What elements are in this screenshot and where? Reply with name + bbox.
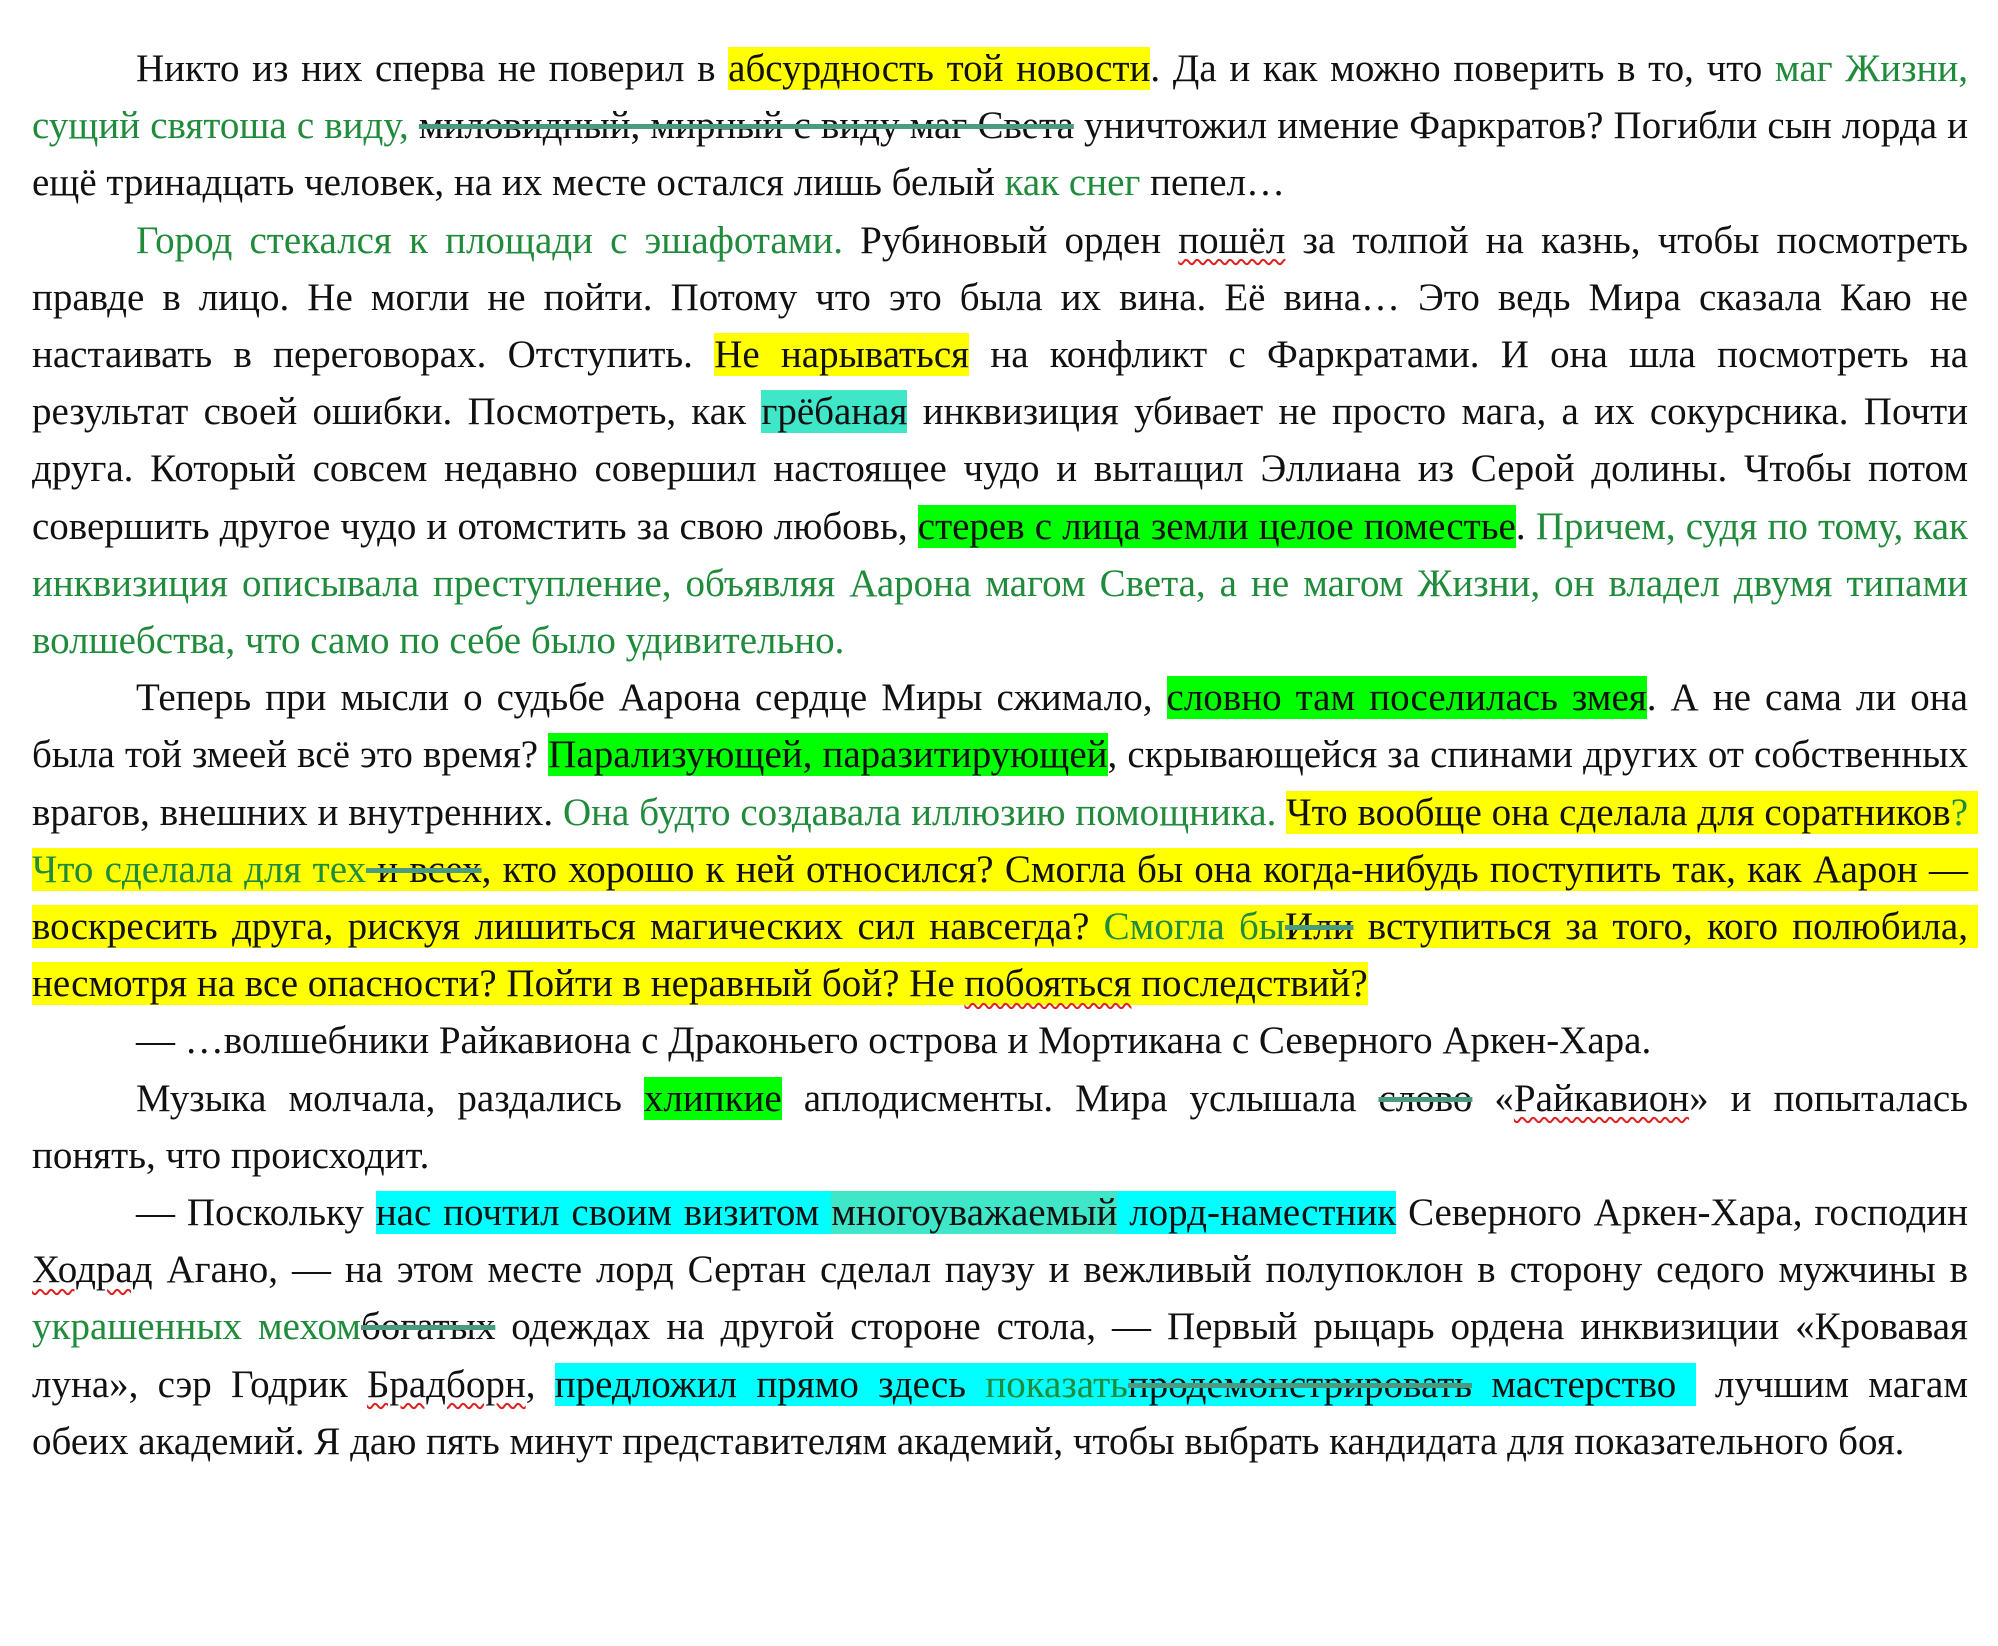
text-run: . bbox=[1515, 504, 1536, 548]
deleted-text: продемонстрировать bbox=[1127, 1362, 1473, 1406]
deleted-text: слово bbox=[1378, 1076, 1473, 1120]
text-run: инквизиция убивает не просто мага, а их сокурсника. Почти друга. Который совсем недавно совершил настоящее чудо и вытащил Эллиана из Серой долины. Чтобы потом совершить другое чудо и отомстить за свою любовь, bbox=[32, 390, 1978, 548]
text-run: . А не сама ли она была той змеей всё это время? bbox=[32, 676, 1978, 777]
highlighted-text: хлипкие bbox=[643, 1076, 782, 1120]
spellcheck-flagged-word: побояться bbox=[964, 962, 1132, 1006]
text-run: Теперь при мысли о судьбе Аарона сердце Миры сжимало, bbox=[136, 676, 1167, 720]
highlighted-text: многоуважаемый bbox=[831, 1191, 1118, 1235]
text-run: на конфликт с Фаркратами. И она шла посмотреть на результат своей ошибки. Посмотреть, как bbox=[32, 333, 1978, 434]
inserted-text: показать bbox=[985, 1362, 1128, 1406]
inserted-text: украшенных мехом bbox=[32, 1305, 361, 1349]
text-run: пепел… bbox=[1140, 161, 1285, 205]
paragraph bbox=[32, 1012, 1968, 1069]
paragraph bbox=[32, 1070, 1978, 1184]
highlighted-text: последствий? bbox=[1131, 962, 1368, 1006]
inserted-text: Город стекался к площади с эшафотами. bbox=[136, 218, 844, 262]
inserted-text: как снег bbox=[1004, 161, 1141, 205]
highlighted-text: словно там поселилась змея bbox=[1166, 676, 1647, 720]
text-run: за толпой на казнь, чтобы посмотреть правде в лицо. Не могли не пойти. Потому что это была их вина. Её вина… Это ведь Мира сказала Каю не настаивать в переговорах. Отступить. bbox=[32, 218, 1978, 377]
text-run: » и попыталась понять, что происходит. bbox=[32, 1076, 1978, 1177]
paragraph bbox=[32, 1184, 1978, 1470]
text-run: Музыка молчала, раздались bbox=[136, 1076, 644, 1120]
text-run: одеждах на другой стороне стола, — Первый рыцарь ордена инквизиции «Кровавая луна», сэр Годрик bbox=[32, 1305, 1978, 1406]
text-run: лучшим магам обеих академий. Я даю пять минут представителям академий, чтобы выбрать кандидата для показательного боя. bbox=[32, 1362, 1978, 1463]
spellcheck-flagged-word: Райкавион bbox=[1513, 1076, 1690, 1120]
text-run: — Поскольку bbox=[136, 1191, 376, 1235]
spellcheck-flagged-word: пошёл bbox=[1178, 218, 1286, 262]
highlighted-text: предложил прямо здесь bbox=[554, 1362, 986, 1406]
text-run: аплодисменты. Мира услышала bbox=[781, 1076, 1379, 1120]
text-run: уничтожил имение Фаркратов? Погибли сын лорда и ещё тринадцать человек, на их месте остался лишь белый bbox=[32, 104, 1978, 205]
inserted-text: ? Что сделала для тех bbox=[32, 790, 1978, 891]
highlighted-text: вступиться за того, кого полюбила, несмотря на все опасности? Пойти в неравный бой? Не bbox=[32, 905, 1978, 1006]
spellcheck-flagged-word: Ходрад bbox=[32, 1248, 153, 1292]
text-run: . Да и как можно поверить в то, что bbox=[1150, 47, 1775, 90]
text-run: « bbox=[1472, 1076, 1514, 1120]
text-run bbox=[1276, 791, 1286, 834]
inserted-text: маг Жизни, сущий святоша с виду, bbox=[32, 47, 1978, 148]
text-run: , скрывающейся за спинами других от собственных врагов, внешних и внутренних. bbox=[32, 733, 1978, 834]
text-run: , bbox=[525, 1362, 555, 1406]
highlighted-text: Что вообще она сделала для соратников bbox=[1286, 790, 1951, 834]
paragraph bbox=[32, 212, 1978, 670]
text-run: Агано, — на этом месте лорд Сертан сделал паузу и вежливый полупоклон в сторону седого мужчины в bbox=[152, 1248, 1978, 1292]
spellcheck-flagged-word: Брадборн bbox=[366, 1362, 526, 1406]
deleted-text: миловидный, мирный с виду маг Света bbox=[418, 104, 1074, 148]
highlighted-text: мастерство bbox=[1472, 1362, 1696, 1406]
deleted-text: Или bbox=[1285, 905, 1354, 949]
document-body[interactable] bbox=[32, 40, 1978, 1470]
inserted-text: Смогла бы bbox=[1103, 905, 1285, 949]
highlighted-text: нас почтил своим визитом bbox=[375, 1191, 832, 1235]
paragraph bbox=[32, 40, 1978, 212]
paragraph bbox=[32, 669, 1978, 1012]
highlighted-text: лорд-наместник bbox=[1117, 1191, 1397, 1235]
inserted-text: Она будто создавала иллюзию помощника. bbox=[563, 790, 1277, 834]
text-run: Рубиновый орден bbox=[843, 218, 1179, 262]
highlighted-text: абсурдность той новости bbox=[728, 47, 1151, 90]
text-run: — …волшебники Райкавиона с Драконьего острова и Мортикана с Северного Аркен-Хара. bbox=[136, 1019, 1652, 1063]
highlighted-text: Не нарываться bbox=[714, 333, 970, 377]
inserted-text: Причем, судя по тому, как инквизиция описывала преступление, объявляя Аарона магом Света, а не магом Жизни, он владел двумя типами волшебства, что само по себе было удивительно. bbox=[32, 504, 1978, 663]
deleted-text: и всех bbox=[366, 847, 482, 891]
text-run: Никто из них сперва не поверил в bbox=[136, 47, 729, 90]
highlighted-text: грёбаная bbox=[761, 390, 908, 434]
text-run: Северного Аркен-Хара, господин bbox=[1396, 1191, 1978, 1235]
highlighted-text: , кто хорошо к ней относился? Смогла бы она когда-нибудь поступить так, как Аарон — воскресить друга, рискуя лишиться магических сил навсегда? bbox=[32, 847, 1978, 949]
highlighted-text: стерев с лица земли целое поместье bbox=[917, 504, 1516, 548]
highlighted-text: Парализующей, паразитирующей bbox=[548, 733, 1108, 777]
deleted-text: богатых bbox=[360, 1305, 496, 1349]
